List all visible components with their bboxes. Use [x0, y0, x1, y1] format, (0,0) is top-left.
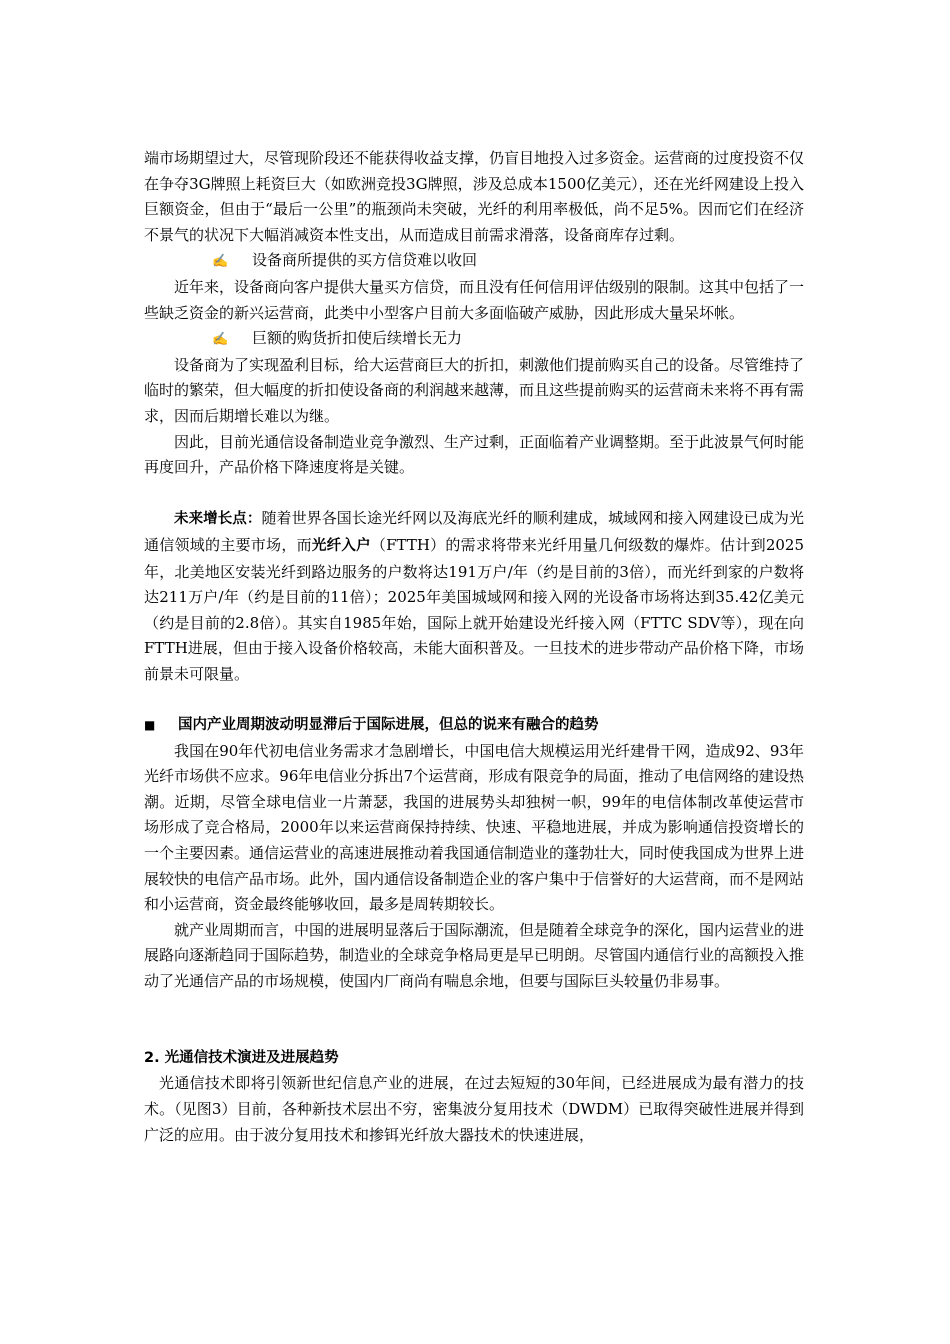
- section-heading: 2. 光通信技术演进及进展趋势: [144, 1049, 339, 1066]
- bullet-item: [144, 248, 804, 275]
- spacer: [144, 481, 804, 507]
- paragraph: 因此，目前光通信设备制造业竞争激烈、生产过剩，正面临着产业调整期。至于此波景气何时能再度回升，产品价格下降速度将是关键。: [144, 432, 805, 477]
- writing-hand-icon: ✍: [212, 254, 229, 270]
- spacer: [144, 995, 804, 1021]
- section-heading: [144, 713, 804, 739]
- spacer: [144, 687, 804, 713]
- spacer: [144, 1020, 804, 1046]
- heading-text: 国内产业周期波动明显滞后于国际进展，但总的说来有融合的趋势: [178, 717, 599, 734]
- bullet-text: 设备商所提供的买方信贷难以收回: [252, 251, 478, 270]
- square-bullet-icon: ■: [144, 718, 156, 733]
- writing-hand-icon: ✍: [212, 332, 229, 348]
- text-column: [144, 146, 804, 1148]
- paragraph: 光通信技术即将引领新世纪信息产业的进展，在过去短短的30年间，已经进展成为最有潜力的技术。（见图3）目前，各种新技术层出不穷，密集波分复用技术（DWDM）已取得突破性进展并得到广泛的应用。由于波分复用技术和掺铒光纤放大器技术的快速进展，: [144, 1074, 804, 1144]
- paragraph: 端市场期望过大，尽管现阶段还不能获得收益支撑，仍盲目地投入过多资金。运营商的过度投资不仅在争夺3G牌照上耗资巨大（如欧洲竞投3G牌照，涉及总成本1500亿美元），还在光纤网建设上投入巨额资金，但由于“最后一公里”的瓶颈尚未突破，光纤的利用率极低，尚不足5%。因而它们在经济不景气的状况下大幅消减资本性支出，从而造成目前需求滑落，设备商库存过剩。: [144, 149, 805, 244]
- paragraph: 设备商为了实现盈利目标，给大运营商巨大的折扣，刺激他们提前购买自己的设备。尽管维持了临时的繁荣，但大幅度的折扣使设备商的利润越来越薄，而且这些提前购买的运营商未来将不再有需求，因而后期增长难以为继。: [144, 355, 805, 425]
- inline-text: 随着世界各国长途光纤网以及海底光纤的顺利建成，城域网和接入网建设已成为光通信领域的主要市场，而: [144, 509, 804, 554]
- inline-lead: 未来增长点：: [174, 511, 262, 528]
- bullet-text: 巨额的购货折扣使后续增长无力: [252, 329, 463, 348]
- inline-bold: 光纤入户: [311, 537, 371, 554]
- paragraph: 近年来，设备商向客户提供大量买方信贷，而且没有任何信用评估级别的限制。这其中包括了一些缺乏资金的新兴运营商，此类中小型客户目前大多面临破产威胁，因此形成大量呆坏帐。: [144, 277, 805, 322]
- paragraph: [144, 506, 804, 687]
- bullet-item: [144, 326, 804, 353]
- paragraph: 就产业周期而言，中国的进展明显落后于国际潮流，但是随着全球竞争的深化，国内运营业的进展路向逐渐趋同于国际趋势，制造业的全球竞争格局更是早已明朗。尽管国内通信行业的高额投入推动了光通信产品的市场规模，使国内厂商尚有喘息余地，但要与国际巨头较量仍非易事。: [144, 920, 805, 990]
- paragraph: 我国在90年代初电信业务需求才急剧增长，中国电信大规模运用光纤建骨干网，造成92、93年光纤市场供不应求。96年电信业分拆出7个运营商，形成有限竞争的局面，推动了电信网络的建设热潮。近期，尽管全球电信业一片萧瑟，我国的进展势头却独树一帜，99年的电信体制改革使运营市场形成了竞合格局，2000年以来运营商保持持续、快速、平稳地进展，并成为影响通信投资增长的一个主要因素。通信运营业的高速进展推动着我国通信制造业的蓬勃壮大，同时使我国成为世界上进展较快的电信产品市场。此外，国内通信设备制造企业的客户集中于信誉好的大运营商，而不是网站和小运营商，资金最终能够收回，最多是周转期较长。: [144, 741, 805, 914]
- inline-text: （FTTH）的需求将带来光纤用量几何级数的爆炸。估计到2025年，北美地区安装光纤到路边服务的户数将达191万户/年（约是目前的3倍），而光纤到家的户数将达211万户/年（约是目前的11倍）；2025年美国城域网和接入网的光设备市场将达到35.42亿美元（约是目前的2.8倍）。其实自1985年始，国际上就开始建设光纤接入网（FTTC SDV等），现在向FTTH进展，但由于接入设备价格较高，未能大面积普及。一旦技术的进步带动产品价格下降，市场前景未可限量。: [144, 535, 805, 683]
